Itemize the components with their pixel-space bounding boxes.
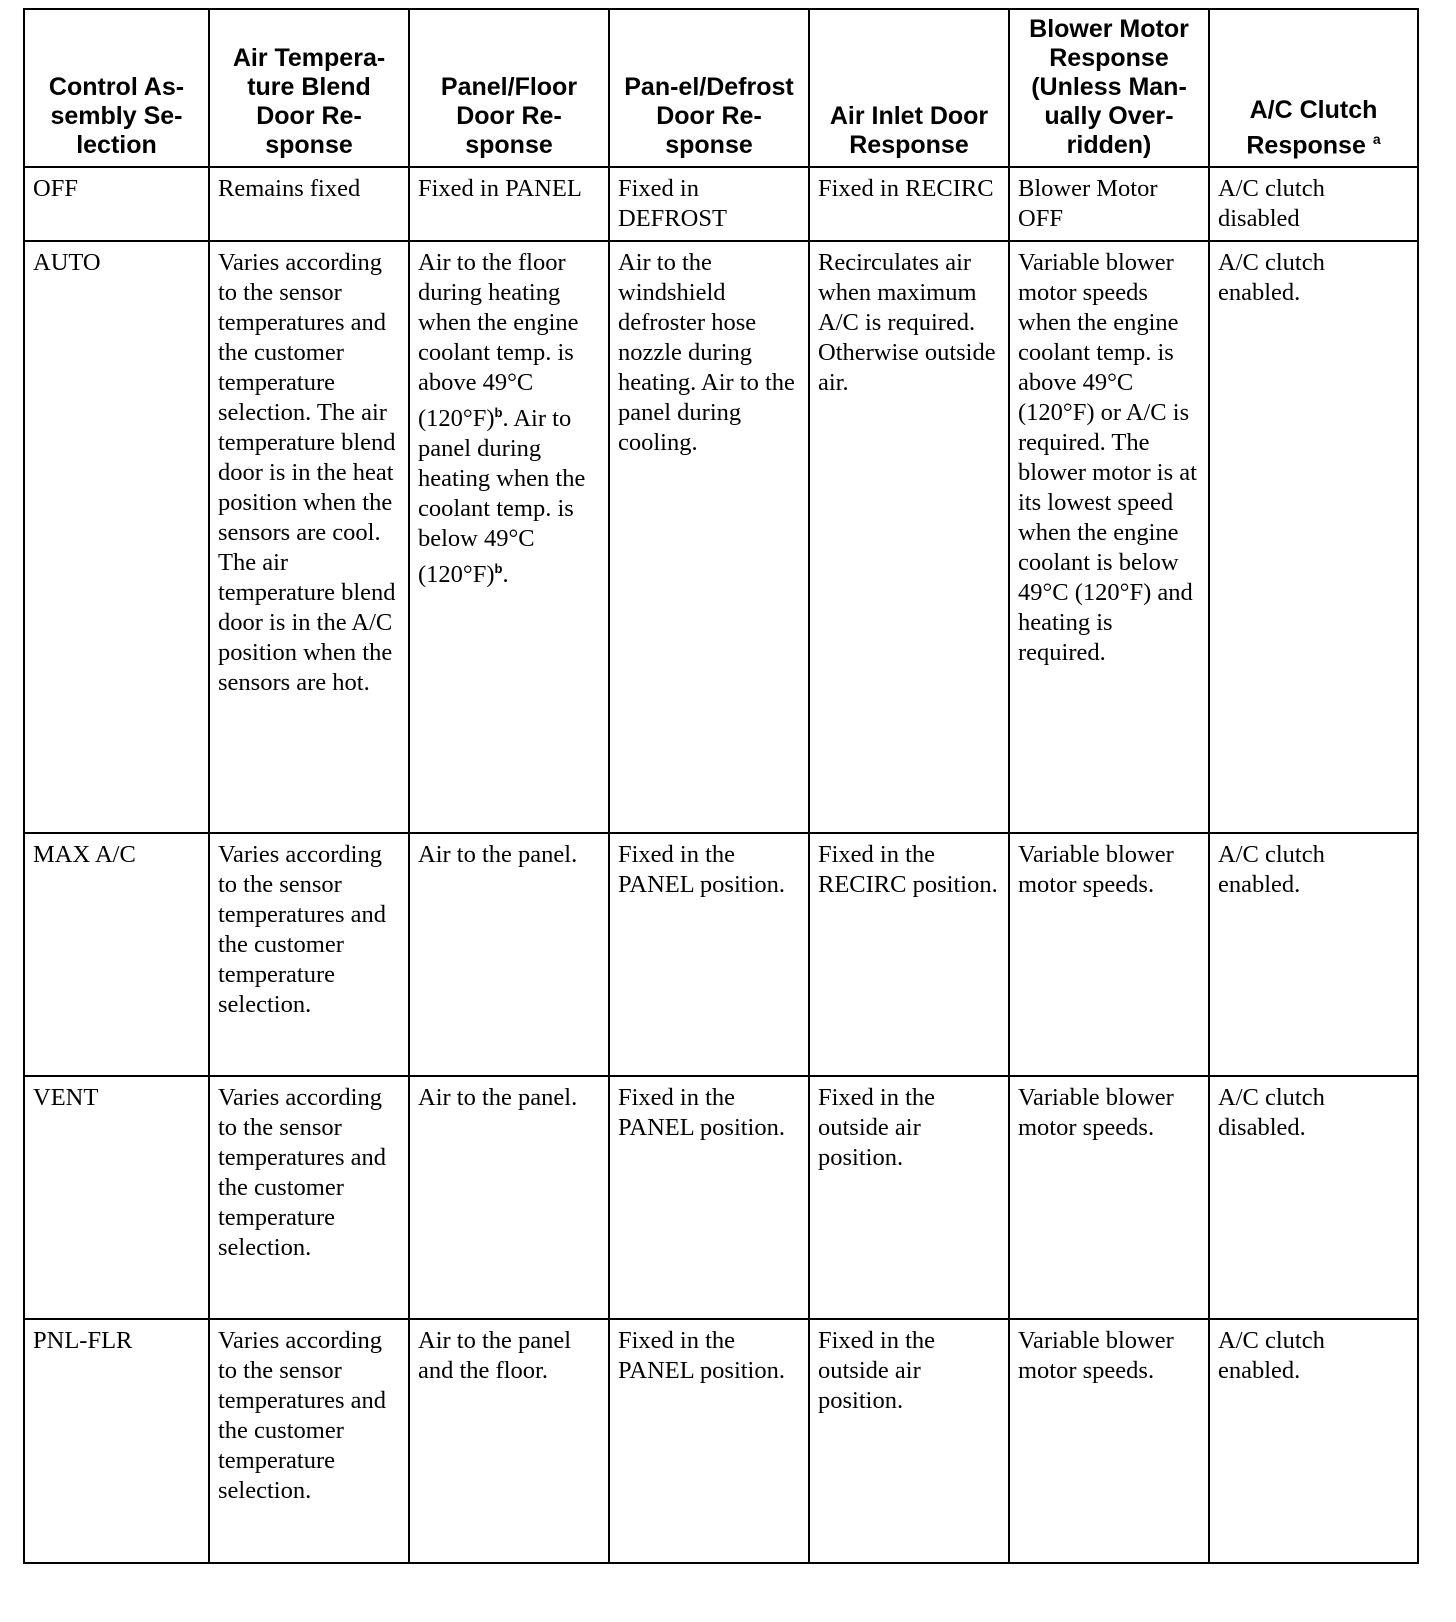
cell-panel-floor: Air to the panel.	[409, 833, 609, 1076]
header-air-inlet-door: Air Inlet Door Response	[809, 9, 1009, 167]
cell-blend: Varies according to the sensor temperatures and the customer temperature selection.	[209, 1076, 409, 1319]
row-selection: PNL-FLR	[24, 1319, 209, 1563]
cell-panel-floor: Air to the panel.	[409, 1076, 609, 1319]
cell-panel-defrost: Air to the windshield defroster hose nozzle during heating. Air to the panel during cooling.	[609, 241, 809, 833]
cell-blend: Remains fixed	[209, 167, 409, 241]
cell-clutch: A/C clutch enabled.	[1209, 833, 1418, 1076]
row-selection: OFF	[24, 167, 209, 241]
cell-air-inlet: Recirculates air when maximum A/C is required. Otherwise outside air.	[809, 241, 1009, 833]
table-row	[24, 833, 1418, 1076]
cell-clutch: A/C clutch enabled.	[1209, 1319, 1418, 1563]
row-selection: MAX A/C	[24, 833, 209, 1076]
footnote-mark-b: b	[494, 405, 503, 420]
row-selection: AUTO	[24, 241, 209, 833]
cell-clutch: A/C clutch enabled.	[1209, 241, 1418, 833]
cell-blower: Blower Motor OFF	[1009, 167, 1209, 241]
cell-blower: Variable blower motor speeds when the engine coolant temp. is above 49°C (120°F) or A/C is required. The blower motor is at its lowest speed when the engine coolant is below 49°C (120°F) and heating is required.	[1009, 241, 1209, 833]
cell-panel-defrost: Fixed in the PANEL position.	[609, 1319, 809, 1563]
table-row	[24, 1319, 1418, 1563]
cell-blower: Variable blower motor speeds.	[1009, 1076, 1209, 1319]
cell-blend: Varies according to the sensor temperatures and the customer temperature selection.	[209, 1319, 409, 1563]
cell-panel-defrost: Fixed in DEFROST	[609, 167, 809, 241]
footnote-mark-b: b	[494, 561, 503, 577]
cell-panel-floor: Air to the panel and the floor.	[409, 1319, 609, 1563]
cell-clutch: A/C clutch disabled.	[1209, 1076, 1418, 1319]
row-selection: VENT	[24, 1076, 209, 1319]
control-response-table	[23, 8, 1419, 1564]
cell-panel-floor: Fixed in PANEL	[409, 167, 609, 241]
cell-air-inlet: Fixed in the RECIRC position.	[809, 833, 1009, 1076]
cell-text: Air to the floor during heating when the engine coolant temp. is above 49°C (120°F)	[418, 249, 579, 433]
cell-text: .	[502, 561, 509, 589]
header-ac-clutch-label: A/C Clutch Response	[1246, 95, 1378, 159]
cell-blend: Varies according to the sensor temperatures and the customer temperature selection. The air temperature blend door is in the heat position when the sensors are cool. The air temperature blend door is in the A/C position when the sensors are hot.	[209, 241, 409, 833]
header-row	[24, 9, 1418, 167]
cell-air-inlet: Fixed in RECIRC	[809, 167, 1009, 241]
header-panel-floor-door: Panel/Floor Door Re-sponse	[409, 9, 609, 167]
cell-blend: Varies according to the sensor temperatures and the customer temperature selection.	[209, 833, 409, 1076]
cell-air-inlet: Fixed in the outside air position.	[809, 1319, 1009, 1563]
cell-blower: Variable blower motor speeds.	[1009, 1319, 1209, 1563]
table-row	[24, 167, 1418, 241]
cell-panel-defrost: Fixed in the PANEL position.	[609, 833, 809, 1076]
cell-air-inlet: Fixed in the outside air position.	[809, 1076, 1009, 1319]
table-row	[24, 1076, 1418, 1319]
table-row	[24, 241, 1418, 833]
cell-text: . Air to panel during heating when the coolant temp. is below 49°C (120°F)	[418, 405, 586, 589]
header-blower-motor: Blower Motor Response (Unless Man-ually Over-ridden)	[1009, 9, 1209, 167]
cell-blower: Variable blower motor speeds.	[1009, 833, 1209, 1076]
header-ac-clutch	[1209, 9, 1418, 167]
header-air-temperature-blend-door: Air Tempera-ture Blend Door Re-sponse	[209, 9, 409, 167]
header-panel-defrost-door: Pan-el/Defrost Door Re-sponse	[609, 9, 809, 167]
footnote-mark-a: a	[1372, 130, 1381, 147]
header-control-assembly-selection: Control As-sembly Se-lection	[24, 9, 209, 167]
cell-panel-defrost: Fixed in the PANEL position.	[609, 1076, 809, 1319]
cell-clutch: A/C clutch disabled	[1209, 167, 1418, 241]
cell-panel-floor	[409, 241, 609, 833]
